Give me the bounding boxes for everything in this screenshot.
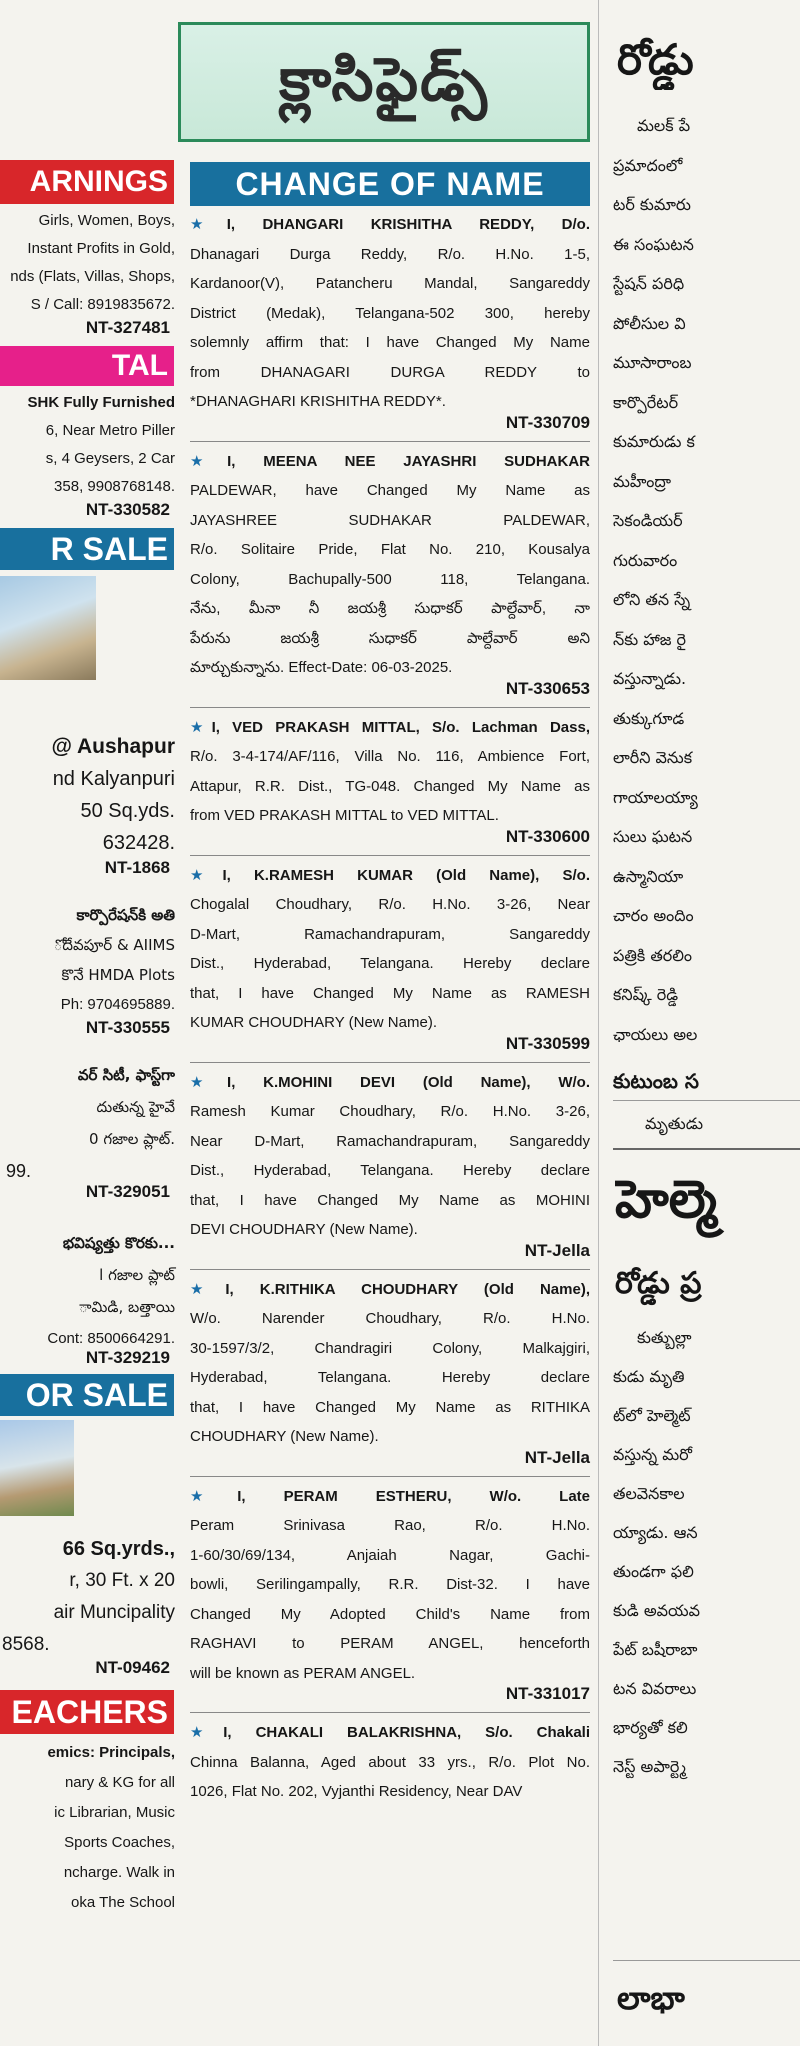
ad-line (190, 863, 590, 889)
banner-title: క్లాసిఫైడ్స్ (279, 45, 489, 115)
plots1-line: కార్పొరేషన్‌కి అతి (76, 906, 175, 924)
star-icon: ★ (190, 452, 228, 470)
teachers-line: ic Librarian, Music (54, 1804, 175, 1821)
ad-line: Hyderabad, Telangana. Hereby declare (190, 1369, 590, 1386)
ad-code: NT-330599 (505, 1033, 590, 1053)
ad-separator (190, 855, 590, 856)
news-subheadline: రోడ్డు ప్ర (615, 1266, 702, 1301)
news-headline: లాభా (617, 1979, 685, 2017)
plots2-line: 99. (6, 1161, 32, 1181)
star-icon: ★ (190, 1724, 224, 1741)
plots1-line: కొనే HMDA Plots (61, 966, 175, 984)
plots2-code: NT-329051 (85, 1182, 170, 1201)
ad-line: KUMAR CHOUDHARY (New Name). (190, 1014, 437, 1031)
ad-line (190, 1720, 590, 1746)
sale1-header: R SALE (0, 528, 174, 570)
house-photo (0, 1420, 74, 1516)
ad-line (190, 1277, 590, 1303)
plots1-line: ోదేవపూర్ & AIIMS (53, 936, 175, 954)
ad-line: 30-1597/3/2, Chandragiri Colony, Malkajgiri, (190, 1339, 590, 1357)
news-paragraph-line: ఉస్మానియా (613, 866, 684, 886)
rental-line: 358, 9908768148. (54, 478, 175, 495)
ad-line: bowli, Serilingampally, R.R. Dist-32. I have (190, 1576, 590, 1593)
sale1-code: NT-1868 (104, 858, 170, 877)
news-paragraph-line: కుత్బుల్లా (637, 1328, 692, 1347)
left-classifieds-column (0, 0, 178, 2046)
ad-code: NT-331017 (505, 1684, 590, 1703)
ad-line: Dist., Hyderabad, Telangana. Hereby declare (190, 1162, 590, 1179)
ad-line: PALDEWAR, have Changed My Name as (190, 482, 590, 499)
ad-line: that, I have Changed My Name as MOHINI (190, 1191, 590, 1209)
ad-line (190, 715, 590, 741)
teachers-header: EACHERS (0, 1690, 174, 1734)
ad-line: పేరును జయశ్రీ సుధాకర్ పాల్దేవార్ అని (190, 629, 590, 647)
plots3-line: భవిష్యత్తు కొరకు... (62, 1234, 175, 1252)
news-paragraph-line: పేట్ బషీరాబా (613, 1640, 698, 1659)
news-paragraph-line: మృతుడు (645, 1114, 704, 1133)
sale2-line: 66 Sq.yrds., (62, 1538, 175, 1560)
ad-first-line: I, K.RITHIKA CHOUDHARY (Old Name), (225, 1280, 590, 1298)
news-paragraph-line: న్‌కు హాజ రై (613, 629, 687, 649)
ad-separator (190, 1062, 590, 1063)
news-paragraph-line: ప్రమాదంలో (613, 155, 683, 175)
sale1-line: @ Aushapur (51, 735, 175, 758)
ad-line: నేను, మీనా నీ జయశ్రీ సుధాకర్ పాల్దేవార్, నా (190, 600, 590, 617)
ad-line: Ramesh Kumar Choudhary, R/o. H.No. 3-26, (190, 1103, 590, 1120)
earnings-line: nds (Flats, Villas, Shops, (10, 268, 175, 285)
plots2-line: 0 గజాల ప్లాట్. (89, 1130, 175, 1148)
rental-line: SHK Fully Furnished (27, 394, 175, 411)
ad-separator (190, 1476, 590, 1477)
ad-code: NT-330709 (505, 412, 590, 432)
teachers-line: ncharge. Walk in (63, 1864, 175, 1881)
section-header: CHANGE OF NAME (190, 162, 590, 206)
news-paragraph-line: కుడు మృతి (613, 1367, 685, 1386)
news-paragraph-line: తుక్కుగూడ (613, 708, 685, 728)
ad-line: Colony, Bachupally-500 118, Telangana. (190, 570, 590, 588)
ad-line: మార్చుకున్నాను. Effect-Date: 06-03-2025. (190, 659, 453, 676)
ad-line: Kardanoor(V), Patancheru Mandal, Sangareddy (190, 275, 590, 292)
teachers-line: nary & KG for all (64, 1774, 175, 1791)
star-icon: ★ (190, 1073, 228, 1091)
ad-line: CHOUDHARY (New Name). (190, 1428, 379, 1445)
news-paragraph-line: ట్‌లో హెల్మెట్ (613, 1406, 691, 1425)
news-paragraph-line: ఛాయలు అల (613, 1024, 698, 1044)
teachers-line: oka The School (71, 1894, 175, 1911)
ad-line: from VED PRAKASH MITTAL to VED MITTAL. (190, 807, 499, 824)
ad-first-line: I, CHAKALI BALAKRISHNA, S/o. Chakali (223, 1724, 590, 1741)
ad-line: 1026, Flat No. 202, Vyjanthi Residency, Near DAV (190, 1783, 523, 1800)
news-column (598, 0, 800, 2046)
ad-line: *DHANAGHARI KRISHITHA REDDY*. (190, 393, 446, 410)
ad-first-line: I, VED PRAKASH MITTAL, S/o. Lachman Dass, (211, 718, 590, 736)
ad-line: Attapur, R.R. Dist., TG-048. Changed My Name as (190, 777, 590, 795)
plots2-line: దుతున్న హైవే (96, 1098, 175, 1116)
news-headline: హెల్మె (615, 1170, 718, 1230)
news-paragraph-line: వస్తున్న మరో (613, 1445, 692, 1464)
news-paragraph-line: గాయాలయ్యా (613, 787, 698, 807)
news-paragraph-line: పత్రికి తరలిం (613, 945, 692, 965)
classifieds-banner (178, 22, 590, 142)
sale2-line: 8568. (2, 1634, 50, 1655)
news-paragraph-line: లోని తన స్నే (613, 590, 691, 609)
ad-separator (190, 707, 590, 708)
ad-separator (190, 441, 590, 442)
ad-first-line: I, K.RAMESH KUMAR (Old Name), S/o. (222, 866, 590, 884)
ad-line: Changed My Adopted Child's Name from (190, 1605, 590, 1623)
news-paragraph-line: కార్పొరేటర్ (613, 392, 679, 412)
ad-line: JAYASHREE SUDHAKAR PALDEWAR, (190, 511, 590, 529)
news-paragraph-line: నెస్ట్ అపార్ట్మె (613, 1757, 687, 1776)
ad-line: 1-60/30/69/134, Anjaiah Nagar, Gachi- (190, 1546, 590, 1564)
sale1-line: 632428. (102, 832, 175, 854)
ad-line: will be known as PERAM ANGEL. (190, 1664, 416, 1682)
teachers-line: emics: Principals, (47, 1744, 175, 1761)
ad-separator (190, 1269, 590, 1270)
plots1-line: Ph: 9704695889. (60, 996, 175, 1013)
news-paragraph-line: సులు ఘటన (613, 827, 693, 846)
ad-first-line: I, DHANGARI KRISHITHA REDDY, D/o. (226, 216, 590, 233)
ad-line: R/o. 3-4-174/AF/116, Villa No. 116, Ambience Fort, (190, 748, 590, 765)
ad-code: NT-Jella (524, 1447, 590, 1467)
plots3-line: l గజాల ప్లాట్ (99, 1266, 175, 1284)
star-icon: ★ (190, 216, 227, 233)
divider (613, 1100, 800, 1101)
plots3-line: ామిడి, బత్తాయి (78, 1298, 175, 1316)
news-paragraph-line: స్టేషన్ పరిధి (613, 274, 685, 293)
ad-code: NT-Jella (524, 1240, 590, 1260)
star-icon: ★ (190, 866, 223, 884)
sale2-header: OR SALE (0, 1374, 174, 1416)
earnings-code: NT-327481 (85, 318, 170, 337)
ad-line: that, I have Changed My Name as RAMESH (190, 984, 590, 1002)
property-photo (0, 576, 96, 680)
change-of-name-column (178, 0, 598, 2046)
ad-code: NT-330600 (505, 826, 590, 846)
ad-line: from DHANAGARI DURGA REDDY to (190, 363, 590, 381)
news-paragraph-line: లారీని వెనుక (613, 748, 693, 767)
news-paragraph-line: టన వివరాలు (613, 1679, 697, 1698)
news-subhead: కుటుంబ స (613, 1069, 699, 1093)
ad-line: Dhanagari Durga Reddy, R/o. H.No. 1-5, (190, 245, 590, 263)
ad-line (190, 1484, 590, 1510)
news-paragraph-line: కుడి అవయవ (613, 1601, 700, 1620)
news-paragraph-line: చారం అందిం (613, 906, 694, 925)
ad-line: DEVI CHOUDHARY (New Name). (190, 1221, 418, 1238)
ad-line (190, 1070, 590, 1096)
ad-line: Chogalal Choudhary, R/o. H.No. 3-26, Near (190, 896, 590, 913)
news-paragraph-line: మూసారాంబ (613, 353, 692, 372)
ad-line: W/o. Narender Choudhary, R/o. H.No. (190, 1310, 590, 1327)
sale2-line: r, 30 Ft. x 20 (69, 1570, 175, 1591)
news-paragraph-line: య్యాడు. ఆన (613, 1523, 698, 1542)
sale2-code: NT-09462 (95, 1658, 170, 1677)
news-paragraph-line: గురువారం (613, 550, 678, 570)
ad-line: Near D-Mart, Ramachandrapuram, Sangareddy (190, 1132, 590, 1150)
rental-line: 6, Near Metro Piller (45, 422, 175, 439)
rental-line: s, 4 Geysers, 2 Car (45, 450, 175, 467)
news-headline: రోడ్డు (617, 35, 694, 84)
news-paragraph-line: వస్తున్నాడు. (613, 669, 687, 688)
news-paragraph-line: మలక్ పే (637, 116, 691, 135)
plots2-line: వర్ సిటీ, ఫాస్ట్‌గా (77, 1066, 175, 1084)
star-icon: ★ (190, 1487, 238, 1505)
rental-header: TAL (0, 346, 174, 386)
star-icon: ★ (190, 1280, 226, 1298)
ad-line: that, I have Changed My Name as RITHIKA (190, 1398, 590, 1416)
ad-line: Dist., Hyderabad, Telangana. Hereby declare (190, 955, 590, 972)
news-paragraph-line: ఈ సంఘటన (613, 234, 694, 254)
ad-first-line: I, PERAM ESTHERU, W/o. Late (237, 1487, 590, 1505)
news-paragraph-line: పోలీసుల వి (613, 313, 686, 333)
news-paragraph-line: సెకండియర్ (613, 511, 683, 530)
plots1-code: NT-330555 (85, 1018, 170, 1037)
earnings-line: S / Call: 8919835672. (30, 296, 175, 313)
news-paragraph-line: కనిష్క్ రెడ్డి (613, 985, 679, 1004)
news-paragraph-line: మహీంద్రా (613, 471, 672, 491)
teachers-line: Sports Coaches, (64, 1834, 175, 1851)
rental-code: NT-330582 (85, 500, 170, 519)
earnings-header: ARNINGS (0, 160, 174, 204)
ad-separator (190, 1712, 590, 1713)
ad-line: Chinna Balanna, Aged about 33 yrs., R/o. Plot No. (190, 1753, 590, 1771)
ad-line: RAGHAVI to PERAM ANGEL, henceforth (190, 1635, 590, 1652)
ad-line (190, 212, 590, 238)
news-paragraph-line: కుమారుడు క (613, 432, 695, 451)
news-paragraph-line: తలవెనకాల (613, 1484, 685, 1503)
divider (613, 1960, 800, 1961)
ad-line: solemnly affirm that: I have Changed My Name (190, 334, 590, 351)
divider (613, 1148, 800, 1150)
plots3-code: NT-329219 (85, 1348, 170, 1367)
plots3-line: Cont: 8500664291. (47, 1330, 175, 1347)
ad-first-line: I, MEENA NEE JAYASHRI SUDHAKAR (227, 452, 590, 470)
ad-first-line: I, K.MOHINI DEVI (Old Name), W/o. (227, 1073, 590, 1091)
sale1-line: nd Kalyanpuri (52, 768, 175, 790)
sale2-line: air Muncipality (53, 1602, 175, 1623)
earnings-line: Girls, Women, Boys, (38, 212, 175, 229)
news-paragraph-line: భార్యతో కలి (613, 1718, 688, 1737)
news-paragraph-line: తుండగా ఫలి (613, 1562, 694, 1581)
news-paragraph-line: టర్ కుమారు (613, 195, 691, 214)
ad-line: Peram Srinivasa Rao, R/o. H.No. (190, 1517, 590, 1534)
ad-code: NT-330653 (505, 678, 590, 698)
ad-line: District (Medak), Telangana-502 300, hereby (190, 304, 590, 322)
earnings-line: Instant Profits in Gold, (27, 240, 175, 257)
ad-line: D-Mart, Ramachandrapuram, Sangareddy (190, 925, 590, 943)
sale1-line: 50 Sq.yds. (80, 800, 175, 822)
star-icon: ★ (190, 718, 212, 736)
ad-line (190, 449, 590, 475)
ad-line: R/o. Solitaire Pride, Flat No. 210, Kousalya (190, 541, 590, 558)
